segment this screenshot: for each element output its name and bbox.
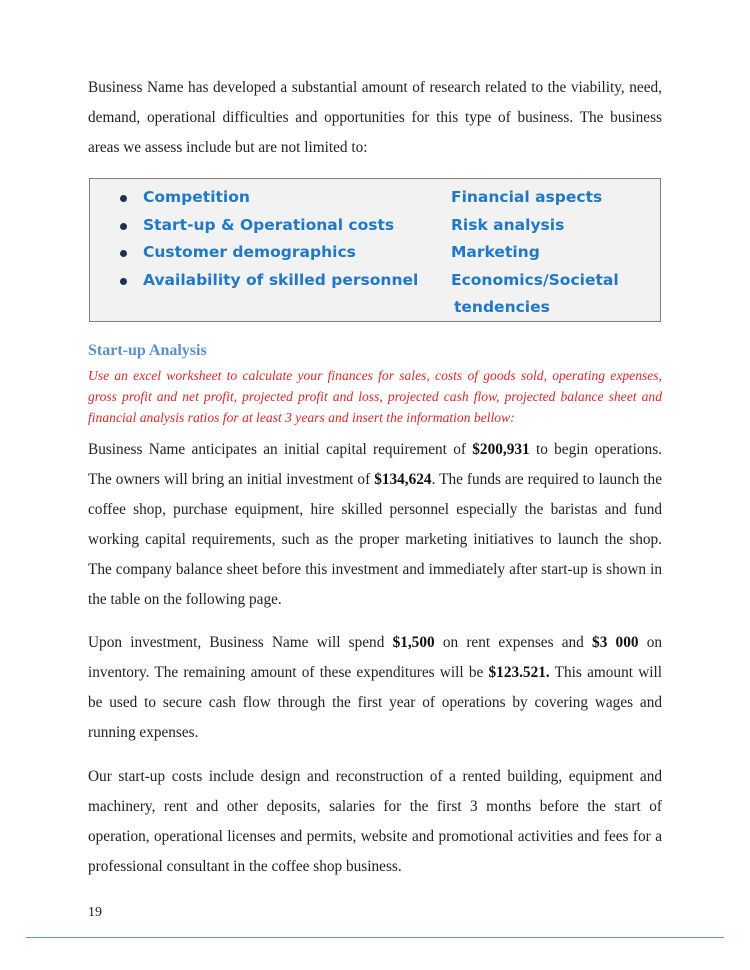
list-item: Marketing xyxy=(451,243,540,261)
list-item: Economics/Societal xyxy=(451,270,619,289)
intro-paragraph: Business Name has developed a substantial amount of research related to the viability, need, demand, operational difficulties and opportunities for this type of business. The business areas we assess include but are not limited to: xyxy=(88,79,662,156)
bullet-icon xyxy=(120,278,127,285)
instruction-note: Use an excel worksheet to calculate your finances for sales, costs of goods sold, operating expenses, gross profit and net profit, projected profit and loss, projected cash flow, projected balance sheet and financial analysis ratios for at least 3 years and insert the information bellow: xyxy=(88,368,662,425)
business-areas-box xyxy=(89,178,661,322)
list-item: Competition xyxy=(118,184,418,212)
investment-amount: $134,624 xyxy=(374,471,432,488)
startup-costs-paragraph: Our start-up costs include design and reconstruction of a rented building, equipment and machinery, rent and other deposits, salaries for the first 3 months before the start of operation, operational licenses and permits, website and promotional activities and fees for a professional consultant in the coffee shop business. xyxy=(88,768,662,875)
list-item: Risk analysis xyxy=(451,215,565,234)
list-item: Availability of skilled personnel xyxy=(118,267,418,295)
capital-paragraph: Business Name anticipates an initial capital requirement of $200,931 to begin operations. The owners will bring an initial investment of $134,624. The funds are required to launch the coffee shop, purchase equipment, hire skilled personnel especially the baristas and fund working capital requirements, such as the proper marketing initiatives to launch the shop. The company balance sheet before this investment and immediately after start-up is shown in the table on the following page. xyxy=(88,441,662,608)
remaining-amount: $123.521. xyxy=(488,664,550,681)
page-number: 19 xyxy=(88,905,102,920)
inventory-amount: $3 000 xyxy=(592,634,639,651)
business-areas-left-list xyxy=(118,184,418,294)
list-item: tendencies xyxy=(454,298,550,316)
list-item: Financial aspects xyxy=(451,188,603,206)
list-item: Start-up & Operational costs xyxy=(118,212,418,240)
rent-amount: $1,500 xyxy=(392,634,435,651)
business-areas-right-list xyxy=(451,184,619,322)
bullet-icon xyxy=(120,250,127,257)
list-item: Customer demographics xyxy=(118,239,418,267)
investment-paragraph: Upon investment, Business Name will spend $1,500 on rent expenses and $3 000 on inventory. The remaining amount of these expenditures will be $123.521. This amount will be used to secure cash flow through the first year of operations by covering wages and running expenses. xyxy=(88,634,662,741)
capital-amount: $200,931 xyxy=(472,441,530,458)
footer-divider xyxy=(26,937,724,938)
bullet-icon xyxy=(120,195,127,202)
section-heading: Start-up Analysis xyxy=(88,342,207,359)
bullet-icon xyxy=(120,223,127,230)
